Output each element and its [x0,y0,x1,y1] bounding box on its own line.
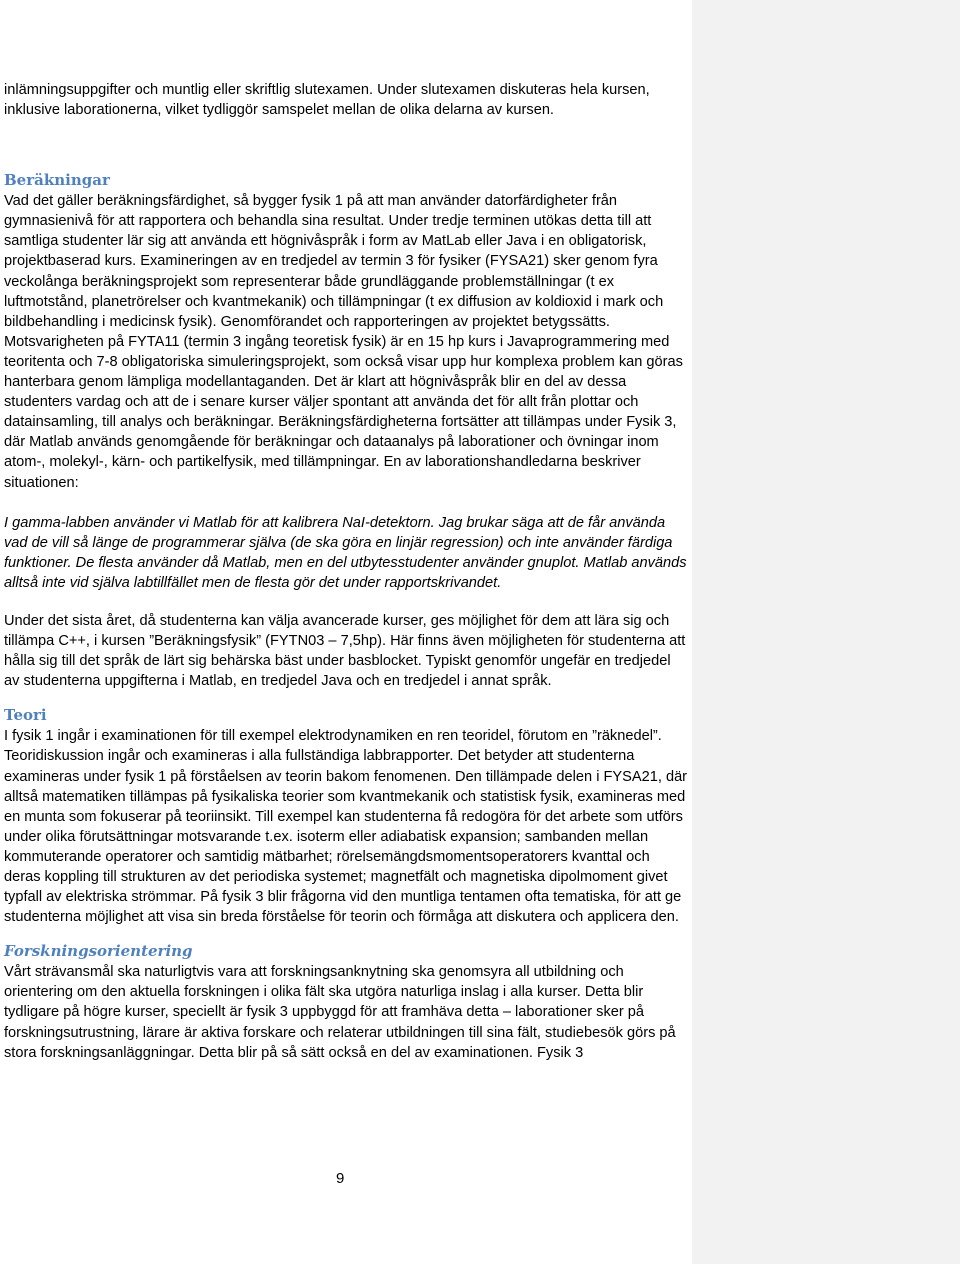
heading-berakningar: Beräkningar [4,171,110,190]
berakningar-paragraph-2: Under det sista året, då studenterna kan välja avancerade kurser, ges möjlighet för dem att lära sig och tillämpa C++, i kursen ”Beräkningsfysik” (FYTN03 – 7,5hp). Här finns även möjligheten för studenterna att hålla sig till det språk de lärt sig behärska bäst under basblocket. Typiskt genomför ungefär en tredjedel av studenterna uppgifterna i Matlab, en tredjedel Java och en tredjedel i annat språk. [4,612,686,690]
heading-forskningsorientering: Forskningsorientering [4,942,193,961]
teori-paragraph: I fysik 1 ingår i examinationen för till exempel elektrodynamiken en ren teoridel, förutom en ”räknedel”. Teoridiskussion ingår och examineras i alla fullständiga labbrapporter. Det betyder att studenterna examineras under fysik 1 på förståelsen av teorin bakom fenomenen. Den tillämpade delen i FYSA21, där alltså matematiken tillämpas på fysikaliska teorier som kvantmekanik och statistisk fysik, examineras med en munta som fokuserar på teoriinsikt. Till exempel kan studenterna få redogöra för det arbete som utförs under olika förutsättningar motsvarande t.ex. isoterm eller adiabatisk expansion; sambanden mellan kommuterande operatorer och samtidig mätbarhet; rörelsemängdsmomentsoperatorers kvanttal och deras koppling till strukturen av det periodiska systemet; magnetfält och magnetiska dipolmoment givet typfall av elektriska strömmar. På fysik 3 blir frågorna vid den muntliga tentamen ofta tematiska, för att ge studenterna möjlighet att visa sin breda förståelse för teorin och förmåga att diskutera och applicera den. [4,728,688,926]
document-page [4,80,688,1063]
lab-supervisor-quote: I gamma-labben använder vi Matlab för att kalibrera NaI-detektorn. Jag brukar säga att de får använda vad de vill så länge de programmerar själva (de ska göra en linjär regression) och inte använder färdiga funktioner. De flesta använder då Matlab, men en del utbytesstudenter använder gnuplot. Matlab används alltså inte vid själva labtillfället men de flesta gör det under rapportskrivandet. [4,514,687,591]
page-number: 9 [336,1170,345,1187]
intro-paragraph: inlämningsuppgifter och muntlig eller skriftlig slutexamen. Under slutexamen diskuteras hela kursen, inklusive laborationerna, vilket tydliggör samspelet mellan de olika delarna av kursen. [4,82,650,119]
comment-margin-panel [692,0,960,1264]
forskning-paragraph: Vårt strävansmål ska naturligtvis vara att forskningsanknytning ska genomsyra all utbildning och orientering om den aktuella forskningen i olika fält ska utgöra naturliga inslag i alla kurser. Detta blir tydligare på högre kurser, speciellt är fysik 3 uppbyggd för att framhäva detta – laborationer sker på forskningsutrustning, lärare är aktiva forskare och relaterar utbildningen till sina fält, studiebesök görs på stora forskningsanläggningar. Detta blir på så sätt också en del av examinationen. Fysik 3 [4,964,676,1061]
heading-teori: Teori [4,706,47,725]
berakningar-paragraph-1: Vad det gäller beräkningsfärdighet, så bygger fysik 1 på att man använder datorfärdigheter från gymnasienivå för att rapportera och behandla sina resultat. Under tredje terminen utökas detta till att samtliga studenter lär sig att använda ett högnivåspråk i form av MatLab eller Java i en obligatorisk, projektbaserad kurs. Examineringen av en tredjedel av termin 3 för fysiker (FYSA21) sker genom fyra veckolånga beräkningsprojekt som representerar både grundläggande problemställningar (t ex luftmotstånd, planetrörelser och kvantmekanik) och tillämpningar (t ex diffusion av koldioxid i mark och bildbehandling i medicinsk fysik). Genomförandet och rapporteringen av projektet betygssätts. Motsvarigheten på FYTA11 (termin 3 ingång teoretisk fysik) är en 15 hp kurs i Javaprogrammering med teoritenta och 7-8 obligatoriska simuleringsprojekt, som också visar upp hur komplexa problem kan göras hanterbara genom lämpliga modellantaganden. Det är klart att högnivåspråk blir en del av dessa studenters vardag och att de i senare kurser väljer spontant att använda det för allt från plottar och datainsamling, till analys och beräkningar. Beräkningsfärdigheterna fortsätter att tillämpas under Fysik 3, där Matlab används genomgående för beräkningar och dataanalys på laborationer och övningar inom atom-, molekyl-, kärn- och partikelfysik, med tillämpningar. En av laborationshandledarna beskriver situationen: [4,193,683,491]
